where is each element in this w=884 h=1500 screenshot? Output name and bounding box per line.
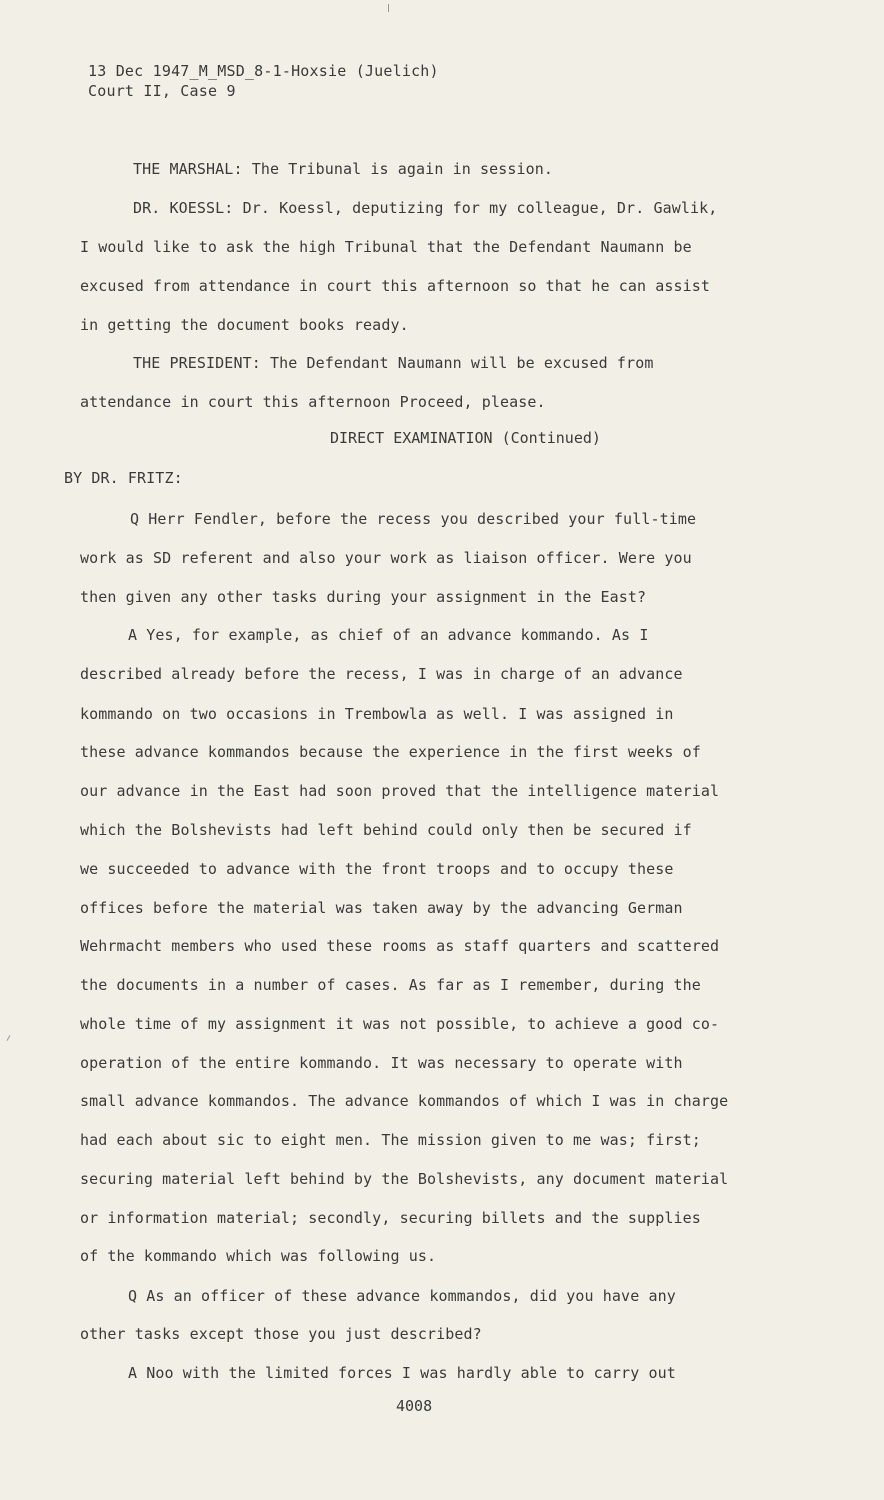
section-heading: DIRECT EXAMINATION (Continued) <box>330 429 601 447</box>
text-line: attendance in court this afternoon Proceed, please. <box>80 393 546 411</box>
speech-president: THE PRESIDENT: The Defendant Naumann will be excused from <box>133 354 654 372</box>
text-line: in getting the document books ready. <box>80 316 409 334</box>
text-line: or information material; secondly, securing billets and the supplies <box>80 1209 701 1227</box>
text-line: securing material left behind by the Bolshevists, any document material <box>80 1170 729 1188</box>
question-paragraph: Q As an officer of these advance kommandos, did you have any <box>128 1287 676 1305</box>
speech-marshal: THE MARSHAL: The Tribunal is again in session. <box>133 160 554 178</box>
text-line: kommando on two occasions in Trembowla as well. I was assigned in <box>80 705 674 723</box>
text-line: these advance kommandos because the experience in the first weeks of <box>80 743 701 761</box>
text-line: we succeeded to advance with the front troops and to occupy these <box>80 860 674 878</box>
paper-mark <box>7 1035 11 1041</box>
text-line: work as SD referent and also your work as liaison officer. Were you <box>80 549 692 567</box>
header-court-case: Court II, Case 9 <box>88 82 236 100</box>
text-line: of the kommando which was following us. <box>80 1247 437 1265</box>
speech-koessl: DR. KOESSL: Dr. Koessl, deputizing for my colleague, Dr. Gawlik, <box>133 199 718 217</box>
text-line: other tasks except those you just described? <box>80 1325 482 1343</box>
text-line: small advance kommandos. The advance kommandos of which I was in charge <box>80 1092 729 1110</box>
text-line: had each about sic to eight men. The mission given to me was; first; <box>80 1131 701 1149</box>
answer-paragraph: A Yes, for example, as chief of an advance kommando. As I <box>128 626 649 644</box>
header-reference: 13 Dec 1947_M_MSD_8-1-Hoxsie (Juelich) <box>88 62 439 80</box>
text-line: described already before the recess, I was in charge of an advance <box>80 665 683 683</box>
text-line: excused from attendance in court this afternoon so that he can assist <box>80 277 711 295</box>
text-line: our advance in the East had soon proved that the intelligence material <box>80 782 720 800</box>
text-line: offices before the material was taken away by the advancing German <box>80 899 683 917</box>
text-line: then given any other tasks during your assignment in the East? <box>80 588 647 606</box>
examiner-label: BY DR. FRITZ: <box>64 469 183 487</box>
text-line: Wehrmacht members who used these rooms as staff quarters and scattered <box>80 937 720 955</box>
text-line: the documents in a number of cases. As far as I remember, during the <box>80 976 701 994</box>
text-line: whole time of my assignment it was not possible, to achieve a good co- <box>80 1015 720 1033</box>
paper-mark <box>388 4 389 12</box>
text-line: which the Bolshevists had left behind could only then be secured if <box>80 821 692 839</box>
page-number: 4008 <box>396 1397 433 1415</box>
text-line: I would like to ask the high Tribunal that the Defendant Naumann be <box>80 238 692 256</box>
text-line: operation of the entire kommando. It was necessary to operate with <box>80 1054 683 1072</box>
answer-paragraph: A Noo with the limited forces I was hardly able to carry out <box>128 1364 676 1382</box>
question-paragraph: Q Herr Fendler, before the recess you described your full-time <box>130 510 697 528</box>
